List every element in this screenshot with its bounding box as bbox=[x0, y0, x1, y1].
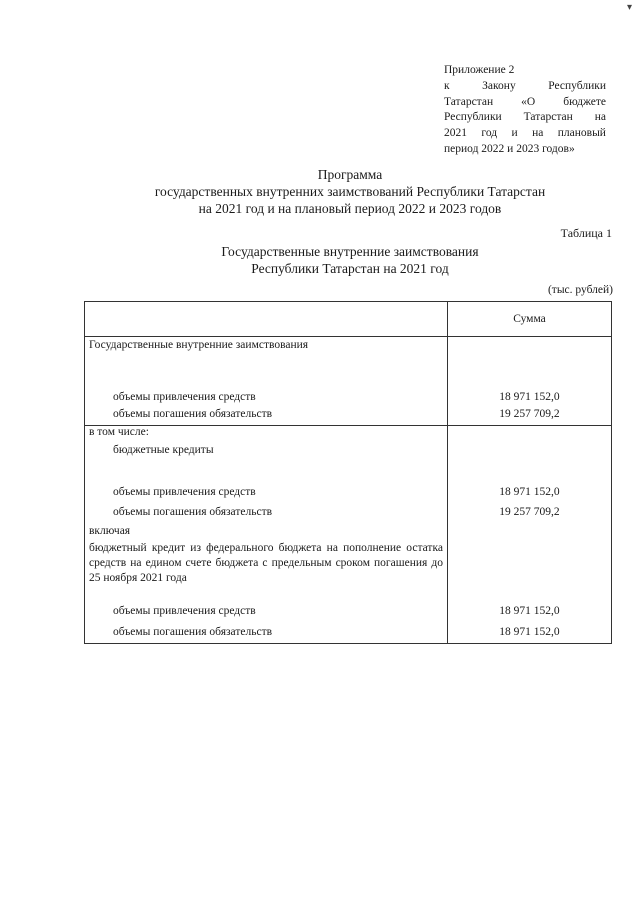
table-row bbox=[85, 541, 612, 601]
table-row bbox=[85, 601, 612, 621]
row-label: объемы привлечения средств bbox=[113, 605, 256, 617]
annex-word: 2021 bbox=[444, 127, 467, 140]
unit-label: (тыс. рублей) bbox=[547, 284, 613, 296]
row-value bbox=[447, 426, 611, 445]
annex-line-6: период 2022 и 2023 годов» bbox=[444, 142, 575, 155]
annex-line-1: Приложение 2 bbox=[444, 64, 515, 76]
table-row bbox=[85, 337, 612, 378]
row-value: 18 971 152,0 bbox=[447, 601, 611, 621]
table-row bbox=[85, 502, 612, 521]
row-label: объемы привлечения средств bbox=[113, 486, 256, 498]
annex-line-2 bbox=[444, 79, 606, 95]
row-label: объемы погашения обязательств bbox=[113, 505, 273, 518]
row-label: бюджетные кредиты bbox=[113, 444, 214, 456]
annex-word: Закону bbox=[482, 79, 516, 92]
annex-word: к bbox=[444, 79, 450, 92]
annex-word: Республики bbox=[548, 79, 606, 92]
program-title-block bbox=[60, 166, 640, 217]
annex-word: плановый bbox=[557, 127, 606, 140]
row-label: Государственные внутренние заимствования bbox=[89, 339, 309, 351]
annex-word: на bbox=[594, 111, 606, 124]
table-row bbox=[85, 426, 612, 445]
row-value bbox=[447, 541, 611, 601]
program-subtitle-1: государственных внутренних заимствований Республики Татарстан bbox=[154, 184, 546, 199]
table-title-block bbox=[60, 243, 640, 277]
table-row bbox=[85, 482, 612, 502]
row-value: 18 971 152,0 bbox=[447, 482, 611, 502]
table-header-row bbox=[85, 302, 612, 337]
table-title-line-1: Государственные внутренние заимствования bbox=[221, 244, 479, 259]
program-subtitle-2: на 2021 год и на плановый период 2022 и 2023 годов bbox=[198, 201, 502, 216]
annex-line-5 bbox=[444, 126, 606, 142]
annex-word: Татарстан bbox=[444, 95, 494, 108]
row-value bbox=[447, 521, 611, 541]
annex-word: и bbox=[511, 127, 518, 140]
annex-line-4 bbox=[444, 110, 606, 126]
table-row bbox=[85, 521, 612, 541]
row-label: бюджетный кредит из федерального бюджета на пополнение остатка средств на едином счете бюджета с предельным сроком погашения до 25 ноября 2021 года bbox=[89, 542, 443, 584]
header-sum: Сумма bbox=[447, 302, 611, 337]
row-value: 18 971 152,0 bbox=[447, 621, 611, 644]
row-label: объемы привлечения средств bbox=[113, 391, 256, 403]
table-label: Таблица 1 bbox=[560, 226, 612, 240]
table-row bbox=[85, 444, 612, 482]
program-title: Программа bbox=[317, 167, 383, 182]
corner-mark: ▾ bbox=[627, 2, 633, 13]
borrowing-table bbox=[84, 301, 612, 644]
annex-block bbox=[444, 63, 606, 158]
annex-word: бюджете bbox=[563, 95, 606, 108]
annex-word: на bbox=[532, 127, 544, 140]
annex-word: «О bbox=[521, 95, 536, 108]
row-label: в том числе: bbox=[89, 426, 149, 438]
table-row bbox=[85, 403, 612, 426]
row-value: 19 257 709,2 bbox=[447, 403, 611, 426]
table-title-line-2: Республики Татарстан на 2021 год bbox=[251, 261, 449, 276]
header-cell-empty bbox=[85, 302, 448, 337]
annex-word: год bbox=[481, 127, 498, 140]
row-value: 19 257 709,2 bbox=[447, 502, 611, 521]
annex-line-3 bbox=[444, 95, 606, 111]
row-label: включая bbox=[89, 525, 131, 537]
row-label: объемы погашения обязательств bbox=[113, 626, 273, 638]
row-value bbox=[447, 444, 611, 482]
annex-word: Татарстан bbox=[523, 111, 573, 124]
table-row bbox=[85, 621, 612, 644]
row-value: 18 971 152,0 bbox=[447, 377, 611, 403]
row-label: объемы погашения обязательств bbox=[113, 408, 273, 420]
row-value bbox=[447, 337, 611, 378]
table-row bbox=[85, 377, 612, 403]
annex-word: Республики bbox=[444, 111, 502, 124]
